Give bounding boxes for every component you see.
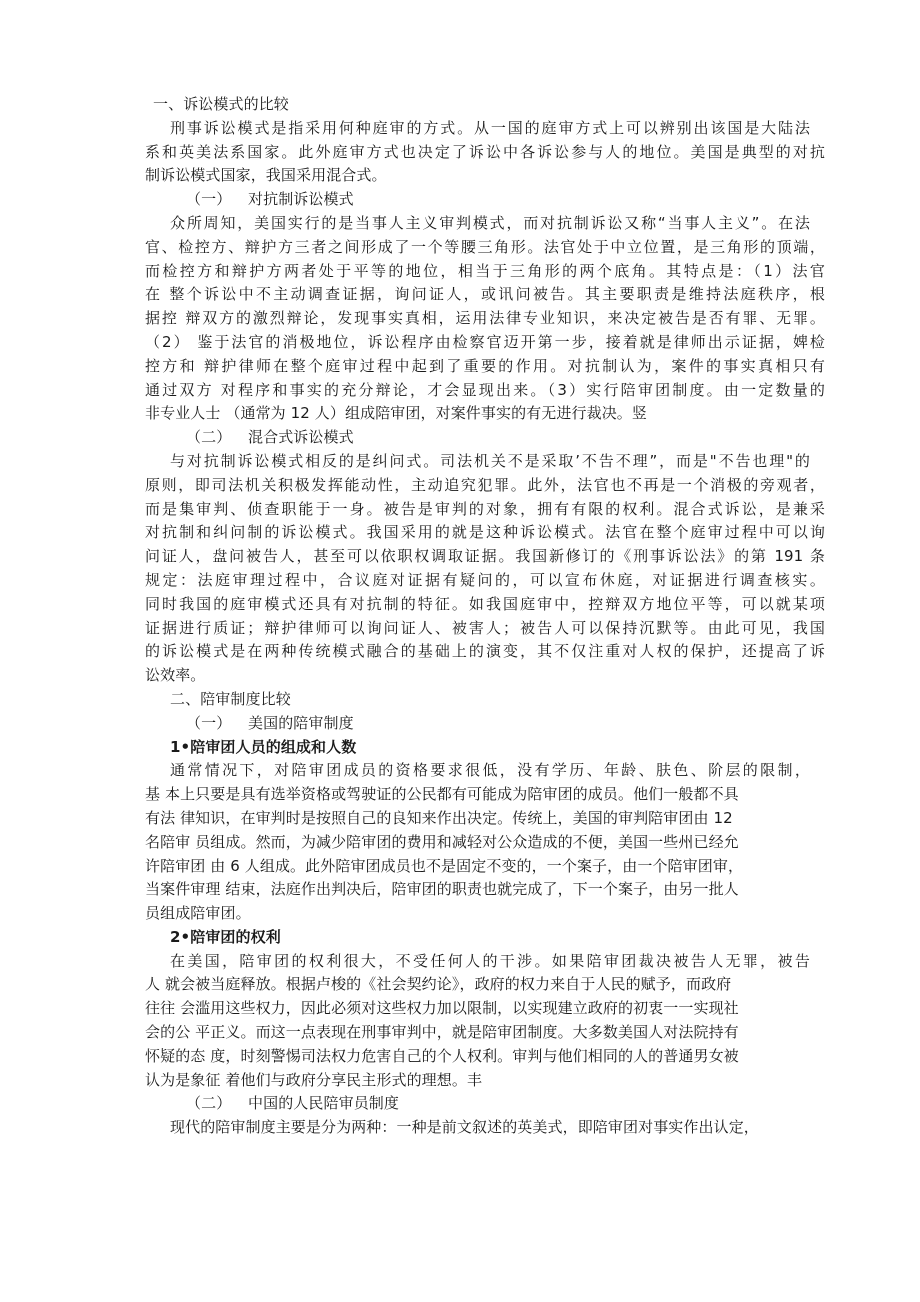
paragraph-line bbox=[0, 569, 920, 593]
item-heading bbox=[0, 736, 920, 760]
section-heading bbox=[0, 688, 920, 712]
paragraph-line bbox=[0, 260, 920, 284]
subsection-number: （二） bbox=[186, 1094, 232, 1113]
line-text: 现代的陪审制度主要是分为两种：一种是前文叙述的英美式，即陪审团对事实作出认定， bbox=[170, 1118, 759, 1137]
line-text: 人 就会被当庭释放。根据卢梭的《社会契约论》，政府的权力来自于人民的赋予，而政府 bbox=[145, 975, 732, 994]
paragraph-line bbox=[0, 331, 920, 355]
line-text: 与对抗制诉讼模式相反的是纠问式。司法机关不是采取’不告不理”，而是"不告也理"的 bbox=[170, 451, 810, 470]
paragraph-line bbox=[0, 1021, 920, 1045]
paragraph-line bbox=[0, 831, 920, 855]
paragraph-line bbox=[0, 498, 920, 522]
line-text: 一、诉讼模式的比较 bbox=[153, 95, 289, 113]
subsection-heading bbox=[0, 188, 920, 212]
line-text: 在美国，陪审团的权利很大，不受任何人的干涉。如果陪审团裁决被告人无罪，被告 bbox=[170, 951, 810, 970]
line-text: 当案件审理 结束，法庭作出判决后，陪审团的职责也就完成了，下一个案子，由另一批人 bbox=[145, 880, 739, 899]
paragraph-first-line bbox=[0, 212, 920, 236]
line-text: 控方和 辩护律师在整个庭审过程中起到了重要的作用。对抗制认为，案件的事实真相只有 bbox=[145, 356, 825, 375]
paragraph-line bbox=[0, 1069, 920, 1093]
line-text: 在 整个诉讼中不主动调查证据，询问证人，或讯问被告。其主要职责是维持法庭秩序，根 bbox=[145, 285, 825, 304]
section-heading bbox=[0, 93, 920, 117]
paragraph-line bbox=[0, 973, 920, 997]
paragraph-line bbox=[0, 617, 920, 641]
line-text: 刑事诉讼模式是指采用何种庭审的方式。从一国的庭审方式上可以辨别出该国是大陆法 bbox=[170, 118, 810, 137]
item-heading bbox=[0, 926, 920, 950]
line-text: 而检控方和辩护方两者处于平等的地位，相当于三角形的两个底角。其特点是：（1）法官 bbox=[145, 261, 825, 280]
line-text: 1•陪审团人员的组成和人数 bbox=[170, 737, 357, 756]
paragraph-first-line bbox=[0, 450, 920, 474]
subsection-heading bbox=[0, 1092, 920, 1116]
line-text: 基 本上只要是具有选举资格或驾驶证的公民都有可能成为陪审团的成员。他们一般都不具 bbox=[145, 785, 739, 804]
paragraph-line bbox=[0, 593, 920, 617]
line-text: 原则，即司法机关积极发挥能动性，主动追究犯罪。此外，法官也不再是一个消极的旁观者， bbox=[145, 475, 825, 494]
line-text: 对抗制诉讼模式 bbox=[248, 190, 354, 209]
line-text: 规定：法庭审理过程中，合议庭对证据有疑问的，可以宣布休庭，对证据进行调查核实。 bbox=[145, 570, 825, 589]
line-text: 问证人，盘问被告人，甚至可以依职权调取证据。我国新修订的《刑事诉讼法》的第 191 条 bbox=[145, 547, 825, 566]
line-text: 非专业人士 （通常为 12 人）组成陪审团，对案件事实的有无进行裁决。竖 bbox=[145, 404, 647, 423]
subsection-number: （一） bbox=[186, 713, 232, 732]
paragraph-first-line bbox=[0, 1116, 920, 1140]
line-text: 而是集审判、侦查职能于一身。被告是审判的对象，拥有有限的权利。混合式诉讼，是兼采 bbox=[145, 499, 825, 518]
line-text: 美国的陪审制度 bbox=[248, 713, 354, 732]
paragraph-line bbox=[0, 878, 920, 902]
line-text: 系和英美法系国家。此外庭审方式也决定了诉讼中各诉讼参与人的地位。美国是典型的对抗 bbox=[145, 142, 825, 161]
paragraph-line bbox=[0, 807, 920, 831]
paragraph-line bbox=[0, 640, 920, 664]
paragraph-line bbox=[0, 236, 920, 260]
paragraph-line bbox=[0, 997, 920, 1021]
paragraph-line bbox=[0, 379, 920, 403]
subsection-number: （一） bbox=[186, 190, 232, 209]
line-text: 证据进行质证；辩护律师可以询问证人、被害人；被告人可以保持沉默等。由此可见，我国 bbox=[145, 618, 825, 637]
line-text: 混合式诉讼模式 bbox=[248, 428, 354, 447]
line-text: 员组成陪审团。 bbox=[145, 904, 251, 923]
line-text: 中国的人民陪审员制度 bbox=[248, 1094, 400, 1113]
subsection-heading bbox=[0, 426, 920, 450]
line-text: 的诉讼模式是在两种传统模式融合的基础上的演变，其不仅注重对人权的保护，还提高了诉 bbox=[145, 642, 825, 661]
line-text: （2） 鉴于法官的消极地位，诉讼程序由检察官迈开第一步，接着就是律师出示证据，婢检 bbox=[145, 332, 825, 351]
line-text: 据控 辩双方的激烈辩论，发现事实真相，运用法律专业知识，来决定被告是否有罪、无罪。 bbox=[145, 309, 825, 328]
paragraph-line bbox=[0, 1045, 920, 1069]
paragraph-line bbox=[0, 474, 920, 498]
line-text: 2•陪审团的权利 bbox=[170, 927, 281, 946]
line-text: 通常情况下，对陪审团成员的资格要求很低，没有学历、年龄、肤色、阶层的限制， bbox=[170, 761, 810, 780]
paragraph-line bbox=[0, 902, 920, 926]
paragraph-first-line bbox=[0, 950, 920, 974]
line-text: 会的公 平正义。而这一点表现在刑事审判中，就是陪审团制度。大多数美国人对法院持有 bbox=[145, 1023, 739, 1042]
line-text: 许陪审团 由 6 人组成。此外陪审团成员也不是固定不变的，一个案子，由一个陪审团审， bbox=[145, 856, 744, 875]
subsection-heading bbox=[0, 712, 920, 736]
paragraph-first-line bbox=[0, 117, 920, 141]
paragraph-line bbox=[0, 402, 920, 426]
line-text: 名陪审 员组成。然而，为减少陪审团的费用和减轻对公众造成的不便，美国一些州已经允 bbox=[145, 832, 739, 851]
line-text: 二、陪审制度比较 bbox=[170, 689, 291, 708]
paragraph-line bbox=[0, 783, 920, 807]
paragraph-line bbox=[0, 164, 920, 188]
line-text: 制诉讼模式国家，我国采用混合式。 bbox=[145, 166, 387, 185]
line-text: 认为是象征 着他们与政府分享民主形式的理想。丰 bbox=[145, 1070, 483, 1089]
line-text: 官、检控方、辩护方三者之间形成了一个等腰三角形。法官处于中立位置，是三角形的顶端， bbox=[145, 237, 825, 256]
line-text: 同时我国的庭审模式还具有对抗制的特征。如我国庭审中，控辩双方地位平等，可以就某项 bbox=[145, 594, 825, 613]
paragraph-line bbox=[0, 855, 920, 879]
paragraph-line bbox=[0, 307, 920, 331]
paragraph-line bbox=[0, 521, 920, 545]
subsection-number: （二） bbox=[186, 428, 232, 447]
paragraph-line bbox=[0, 355, 920, 379]
paragraph-first-line bbox=[0, 759, 920, 783]
paragraph-line bbox=[0, 664, 920, 688]
line-text: 怀疑的态 度，时刻警惕司法权力危害自己的个人权利。审判与他们相同的人的普通男女被 bbox=[145, 1046, 739, 1065]
line-text: 通过双方 对程序和事实的充分辩论，才会显现出来。（3）实行陪审团制度。由一定数量的 bbox=[145, 380, 825, 399]
line-text: 对抗制和纠问制的诉讼模式。我国采用的就是这种诉讼模式。法官在整个庭审过程中可以询 bbox=[145, 523, 825, 542]
paragraph-line bbox=[0, 545, 920, 569]
line-text: 往往 会滥用这些权力，因此必须对这些权力加以限制，以实现建立政府的初衷一一实现社 bbox=[145, 999, 739, 1018]
line-text: 讼效率。 bbox=[145, 666, 206, 685]
line-text: 众所周知，美国实行的是当事人主义审判模式，而对抗制诉讼又称“当事人主义”。在法 bbox=[170, 213, 810, 232]
paragraph-line bbox=[0, 141, 920, 165]
line-text: 有法 律知识，在审判时是按照自己的良知来作出决定。传统上，美国的审判陪审团由 12 bbox=[145, 808, 733, 827]
paragraph-line bbox=[0, 283, 920, 307]
